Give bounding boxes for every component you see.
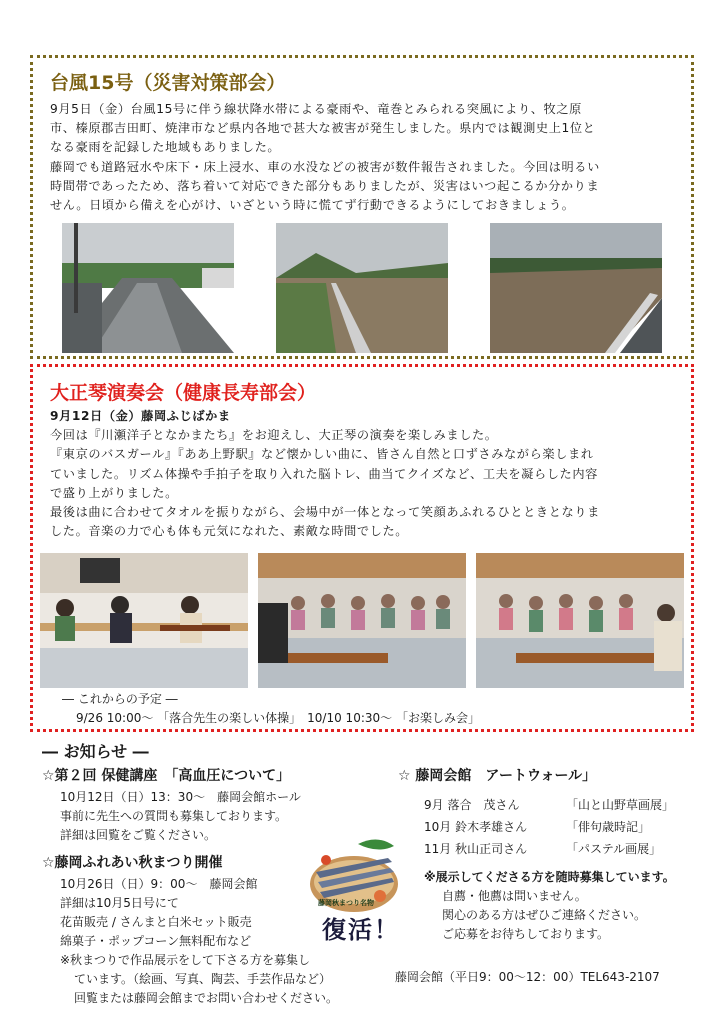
artwall-exhibit: 「俳句歳時記」 bbox=[566, 820, 651, 834]
artwall-schedule bbox=[424, 796, 704, 862]
festival-line: 回覧または藤岡会館までお問い合わせください。 bbox=[74, 991, 339, 1005]
photo-audience-1 bbox=[258, 553, 466, 688]
typhoon-line: 9月5日（金）台風15号に伴う線状降水帯による豪雨や、竜巻とみられる突風により、牧之原 bbox=[50, 102, 582, 116]
taisho-line: で盛り上がりました。 bbox=[50, 485, 178, 500]
health-line: 10月12日（日）13：30～ 藤岡会館ホール bbox=[60, 790, 301, 804]
artwall-exhibit: 「パステル画展」 bbox=[566, 842, 662, 856]
taisho-line: 今回は『川瀬洋子となかまたち』をお迎えし、大正琴の演奏を楽しみました。 bbox=[50, 428, 498, 443]
artwall-artist: 9月 落合 茂さん bbox=[424, 798, 520, 812]
health-line: 事前に先生への質問も募集しております。 bbox=[60, 809, 288, 823]
health-lecture-title: ☆第２回 保健講座 「高血圧について」 bbox=[42, 768, 291, 784]
taisho-line: ていました。リズム体操や手拍子を取り入れた脳トレ、曲当てクイズなど、工夫を凝らした内容 bbox=[50, 466, 598, 481]
artwall-row bbox=[424, 840, 704, 862]
artwall-recruit: ※展示してくださる方を随時募集しています。 bbox=[424, 870, 675, 884]
typhoon-line: 藤岡でも道路冠水や床下・床上浸水、車の水没などの被害が数件報告されました。今回は明るい bbox=[50, 159, 600, 174]
photo-flooded-river-1 bbox=[276, 223, 448, 353]
festival-line: 詳細は10月5日号にて bbox=[60, 896, 179, 910]
photo-flooded-road bbox=[62, 223, 234, 353]
artwall-exhibit: 「山と山野草画展」 bbox=[566, 798, 675, 812]
festival-line: 綿菓子・ポップコーン無料配布など bbox=[60, 934, 252, 948]
footer-contact: 藤岡会館（平日9：00～12：00）TEL643-2107 bbox=[395, 970, 660, 984]
typhoon-line: せん。日頃から備えを心がけ、いざという時に慌てず行動できるようにしておきましょう。 bbox=[50, 198, 575, 213]
artwall-title: ☆ 藤岡会館 アートウォール」 bbox=[398, 768, 597, 784]
recruit-line: 自薦・他薦は問いません。 bbox=[442, 889, 587, 903]
photo-koto-performers bbox=[40, 553, 248, 688]
health-line: 詳細は回覧をご覧ください。 bbox=[60, 828, 217, 842]
schedule-line: 9/26 10:00～ 「落合先生の楽しい体操」 10/10 10:30～ 「お楽しみ会」 bbox=[76, 711, 480, 725]
festival-line: 10月26日（日）9：00～ 藤岡会館 bbox=[60, 877, 258, 891]
photo-audience-2 bbox=[476, 553, 684, 688]
taisho-title: 大正琴演奏会（健康長寿部会） bbox=[50, 382, 317, 404]
typhoon-line: なる豪雨を記録した地域もありました。 bbox=[50, 140, 281, 155]
typhoon-line: 市、榛原郡吉田町、焼津市など県内各地で甚大な被害が発生しました。県内では観測史上1位と bbox=[50, 121, 596, 136]
festival-details bbox=[60, 875, 338, 1008]
taisho-text bbox=[50, 407, 690, 541]
artwall-artist: 10月 鈴木孝雄さん bbox=[424, 820, 528, 834]
typhoon-line: 時間帯であったため、落ち着いて対応できた部分もありましたが、災害はいつ起こるか分かりま bbox=[50, 178, 600, 193]
artwall-row bbox=[424, 796, 704, 818]
artwall-row bbox=[424, 818, 704, 840]
photo-flooded-river-2 bbox=[490, 223, 662, 353]
saury-caption: 藤岡秋まつり名物 bbox=[318, 899, 374, 907]
notice-heading: ― お知らせ ― bbox=[42, 742, 149, 761]
taisho-line: 『東京のバスガール』『ああ上野駅』など懐かしい曲に、皆さん自然と口ずさみながら楽しまれ bbox=[50, 447, 594, 462]
festival-title: ☆藤岡ふれあい秋まつり開催 bbox=[42, 855, 223, 871]
artwall-recruit-details bbox=[442, 887, 646, 944]
taisho-line: した。音楽の力で心も体も元気になれた、素敵な時間でした。 bbox=[50, 524, 409, 539]
festival-line: 花苗販売 / さんまと白米セット販売 bbox=[60, 915, 252, 929]
taisho-date: 9月12日（金）藤岡ふじばかま bbox=[50, 409, 231, 423]
recruit-line: 関心のある方はぜひご連絡ください。 bbox=[442, 908, 647, 922]
recruit-line: ご応募をお待ちしております。 bbox=[442, 927, 610, 941]
typhoon-title: 台風15号（災害対策部会） bbox=[50, 72, 286, 94]
revival-text: 復活！ bbox=[322, 916, 400, 944]
schedule-heading: ― これからの予定 ― bbox=[62, 692, 178, 706]
typhoon-text bbox=[50, 100, 690, 215]
health-lecture-details bbox=[60, 788, 301, 845]
artwall-artist: 11月 秋山正司さん bbox=[424, 842, 528, 856]
festival-line: ています。（絵画、写真、陶芸、手芸作品など） bbox=[74, 972, 332, 986]
festival-line: ※秋まつりで作品展示をして下さる方を募集し bbox=[60, 953, 311, 967]
taisho-line: 最後は曲に合わせてタオルを振りながら、会場中が一体となって笑顔あふれるひとときとなりま bbox=[50, 505, 600, 520]
